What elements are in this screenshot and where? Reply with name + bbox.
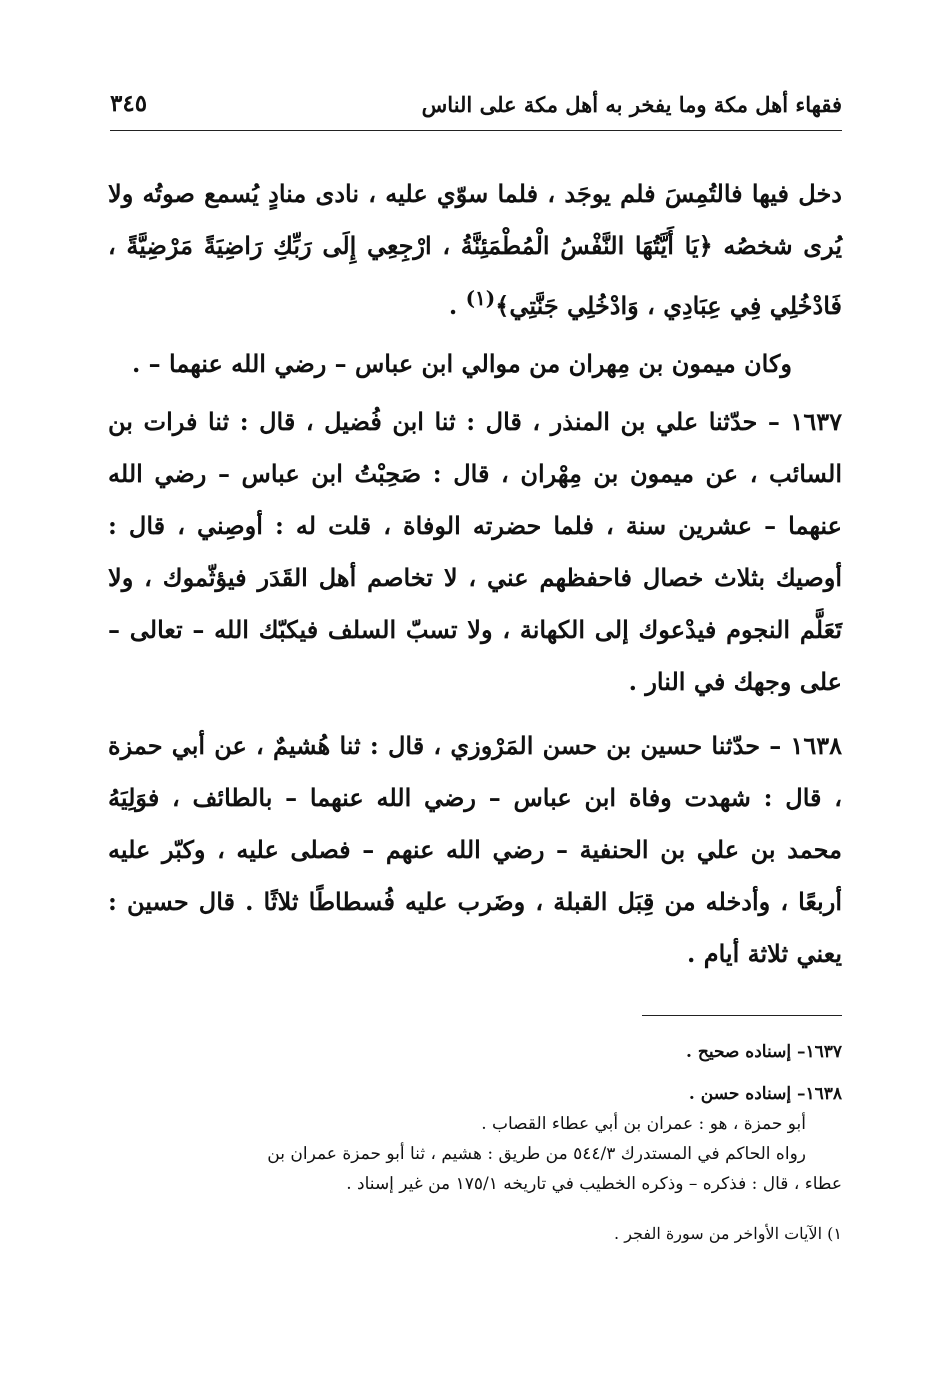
note-1637: ١٦٣٧– إسناده صحيح .: [686, 1042, 842, 1062]
note-1638-head: ١٦٣٨– إسناده حسن .: [688, 1084, 842, 1104]
notes-section: [108, 1025, 842, 1249]
footnote-1: ١) الآيات الأواخر من سورة الفجر .: [614, 1224, 842, 1243]
hadith-1638: ١٦٣٨ – حدّثنا حسين بن حسن المَرْوزي ، قال : ثنا هُشيمٌ ، عن أبي حمزة ، قال : شهدت وفاة ابن عباس – رضي الله عنهما – بالطائف ، فوَلِيَهُ محمد بن علي بن الحنفية – رضي الله عنهم – فصلى عليه ، وكبّر عليه أربعًا ، وأدخله من قِبَل القبلة ، وضَرب عليه فُسطاطًا ثلاثًا . قال حسين : يعني ثلاثة أيام .: [108, 731, 842, 968]
running-header: [110, 86, 842, 131]
header-title: فقهاء أهل مكة وما يفخر به أهل مكة على الناس: [421, 92, 842, 117]
intro-paragraph: [108, 168, 842, 332]
main-text: [108, 168, 842, 992]
maymun-paragraph: وكان ميمون بن مِهران من موالي ابن عباس – رضي الله عنهما – .: [131, 349, 792, 378]
note-1638-line2: رواه الحاكم في المستدرك ٥٤٤/٣ من طريق : هشيم ، ثنا أبو حمزة عمران بن: [267, 1144, 806, 1164]
footnote-ref: (١): [465, 286, 496, 310]
intro-end: .: [448, 291, 466, 320]
note-1638-line1: أبو حمزة ، هو : عمران بن أبي عطاء القصاب .: [481, 1114, 806, 1134]
page-number: ٣٤٥: [110, 90, 148, 117]
note-1638-line3: عطاء ، قال : فذكره – وذكره الخطيب في تاريخه ١٧٥/١ من غير إسناد .: [346, 1174, 842, 1194]
hadith-1637: ١٦٣٧ – حدّثنا علي بن المنذر ، قال : ثنا ابن فُضيل ، قال : ثنا فرات بن السائب ، عن ميمون بن مِهْران ، قال : صَحِبْتُ ابن عباس – رضي الله عنهما – عشرين سنة ، فلما حضرته الوفاة ، قلت له : أوصِني ، قال : أوصيك بثلاث خصال فاحفظهم عني ، لا تخاصم أهل القَدَر فيؤثّموك ، ولا تَعَلَّم النجوم فيدْعوك إلى الكهانة ، ولا تسبّ السلف فيكبّك الله – تعالى – على وجهك في النار .: [108, 407, 842, 696]
footnote-divider: [642, 1015, 842, 1016]
intro-text: دخل فيها فالتُمِسَ فلم يوجَد ، فلما سوّي عليه ، نادى منادٍ يُسمع صوتُه ولا يُرى شخصُه ﴿يَا أَيَّتُهَا النَّفْسُ الْمُطْمَئِنَّةُ ، ارْجِعِي إِلَى رَبِّكِ رَاضِيَةً مَرْضِيَّةً ، فَادْخُلِي فِي عِبَادِي ، وَادْخُلِي جَنَّتِي﴾: [108, 179, 842, 320]
